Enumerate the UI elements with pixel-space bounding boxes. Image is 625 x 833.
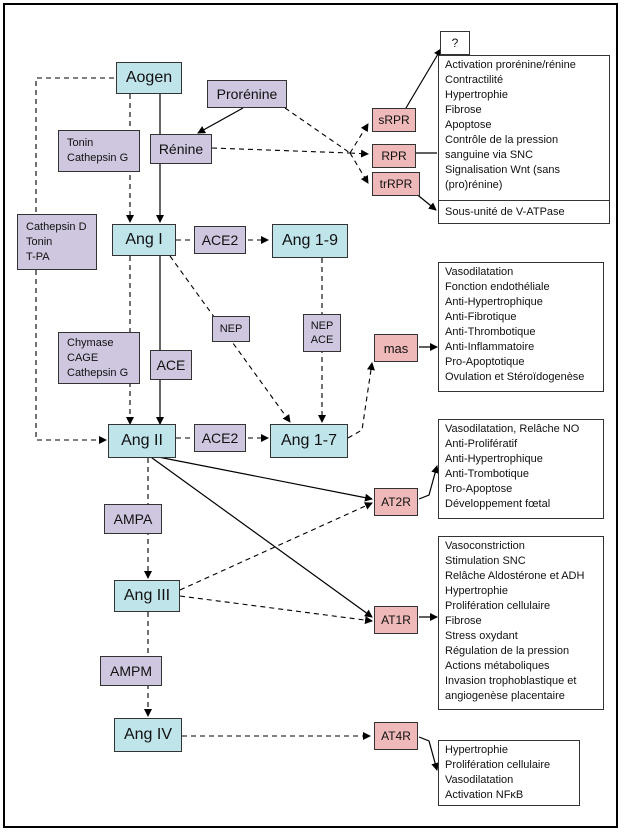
tonin-cathepsin-g-label: Tonin Cathepsin G (67, 137, 129, 164)
arrow-to-rpr (350, 153, 368, 154)
receptor-at1r: AT1R (374, 606, 418, 634)
effect-item: Stimulation SNC (445, 555, 526, 567)
effects-at1r (438, 536, 604, 710)
receptor-at4r: AT4R (374, 722, 418, 750)
effect-item: Anti-Fibrotique (445, 311, 517, 323)
effect-item: Contrôle de la pression (445, 134, 559, 146)
effect-item: Anti-Inflammatoire (445, 341, 535, 353)
node-ace: ACE (150, 350, 192, 380)
effect-item: Prolifération cellulaire (445, 759, 551, 771)
effect-item: Activation prorénine/rénine (445, 59, 576, 71)
node-nep-ace (303, 314, 341, 352)
arrow-prorenine-receptors (285, 108, 350, 153)
effect-item: Développement fœtal (445, 498, 551, 510)
effect-item: Invasion trophoblastique et (445, 675, 577, 687)
arrow-to-trrpr (350, 153, 368, 183)
effect-item: Ovulation et Stéroïdogenèse (445, 371, 585, 383)
node-tonin-cathepsin-g (58, 130, 140, 172)
effects-rpr (438, 55, 610, 203)
effects-mas (438, 262, 604, 392)
nep-ace-label: NEP ACE (310, 320, 334, 346)
node-ang4: Ang IV (114, 718, 182, 752)
arrow-ang3-at2r (180, 503, 372, 590)
arrow-ang2-at1r (148, 455, 372, 617)
receptor-mas: mas (374, 334, 418, 362)
effect-item: Hypertrophie (445, 585, 508, 597)
effect-item: angiogenèse placentaire (445, 690, 565, 702)
arrow-to-srpr (350, 124, 368, 153)
effect-item: Anti-Trombotique (445, 468, 529, 480)
effect-item: (pro)rénine) (445, 179, 503, 191)
chymase-label: Chymase CAGE Cathepsin G (67, 336, 129, 379)
node-ang1: Ang I (112, 224, 176, 256)
node-ang1-7: Ang 1-7 (270, 424, 348, 458)
node-ace2-top: ACE2 (194, 226, 246, 254)
effect-item: Actions métaboliques (445, 660, 550, 672)
effect-item: Signalisation Wnt (sans (445, 164, 560, 176)
effect-item: Vasodilatation (445, 774, 514, 786)
node-nep: NEP (212, 316, 250, 342)
effect-item: Anti-Thrombotique (445, 326, 536, 338)
receptor-rpr: RPR (372, 144, 416, 168)
effects-at2r (438, 419, 604, 519)
effect-item: Hypertrophie (445, 89, 508, 101)
effect-item: Stress oxydant (445, 630, 518, 642)
node-ace2-mid: ACE2 (194, 424, 246, 452)
effect-item: Anti-Hypertrophique (445, 296, 543, 308)
node-prorenine: Prorénine (207, 80, 287, 108)
effect-item: Anti-Prolifératif (445, 438, 518, 450)
node-ang1-9: Ang 1-9 (272, 224, 348, 258)
node-ang2: Ang II (108, 424, 176, 458)
effect-item: Fibrose (445, 615, 482, 627)
effect-item: Apoptose (445, 119, 492, 131)
effect-item: Activation NFκB (445, 789, 524, 801)
effect-item: Régulation de la pression (445, 645, 570, 657)
receptor-at2r: AT2R (374, 488, 418, 516)
effect-item: Vasodilatation, Relâche NO (445, 423, 580, 435)
effect-item: Contractilité (445, 74, 504, 86)
effect-item: Hypertrophie (445, 744, 508, 756)
arrow-ang2-at2r (148, 455, 372, 499)
node-ang3: Ang III (114, 580, 180, 612)
arrow-ang3-at1r (180, 596, 372, 621)
effects-at4r (438, 740, 580, 806)
effect-item: Fonction endothéliale (445, 281, 550, 293)
cathepsin-d-label: Cathepsin D Tonin T-PA (26, 220, 87, 263)
arrow-ang1-7-mas (348, 363, 372, 438)
unknown-effect-box: ? (440, 31, 470, 55)
effect-v-atpase: Sous-unité de V-ATPase (438, 200, 610, 224)
node-aogen: Aogen (116, 62, 182, 94)
arrow-at2r-effects (419, 466, 437, 499)
effect-item: Vasodilatation (445, 266, 514, 278)
node-ampm: AMPM (100, 656, 162, 686)
effect-item: Relâche Aldostérone et ADH (445, 570, 585, 582)
effect-item: Pro-Apoptotique (445, 356, 525, 368)
node-renine: Rénine (150, 134, 212, 164)
node-chymase (58, 332, 140, 384)
receptor-trrpr: trRPR (372, 172, 420, 196)
arrow-renine-receptors (212, 148, 350, 153)
receptor-srpr: sRPR (372, 108, 416, 132)
node-ampa: AMPA (104, 504, 162, 534)
effect-item: Pro-Apoptose (445, 483, 513, 495)
arrow-srpr-question (403, 49, 441, 113)
effect-item: Fibrose (445, 104, 482, 116)
effect-item: sanguine via SNC (445, 149, 534, 161)
arrow-at4r-effects (419, 737, 437, 770)
node-cathepsin-d (17, 214, 97, 270)
arrow-prorenine-renine (198, 108, 243, 133)
effect-item: Vasoconstriction (445, 540, 525, 552)
effect-item: Anti-Hypertrophique (445, 453, 543, 465)
effect-item: Prolifération cellulaire (445, 600, 551, 612)
